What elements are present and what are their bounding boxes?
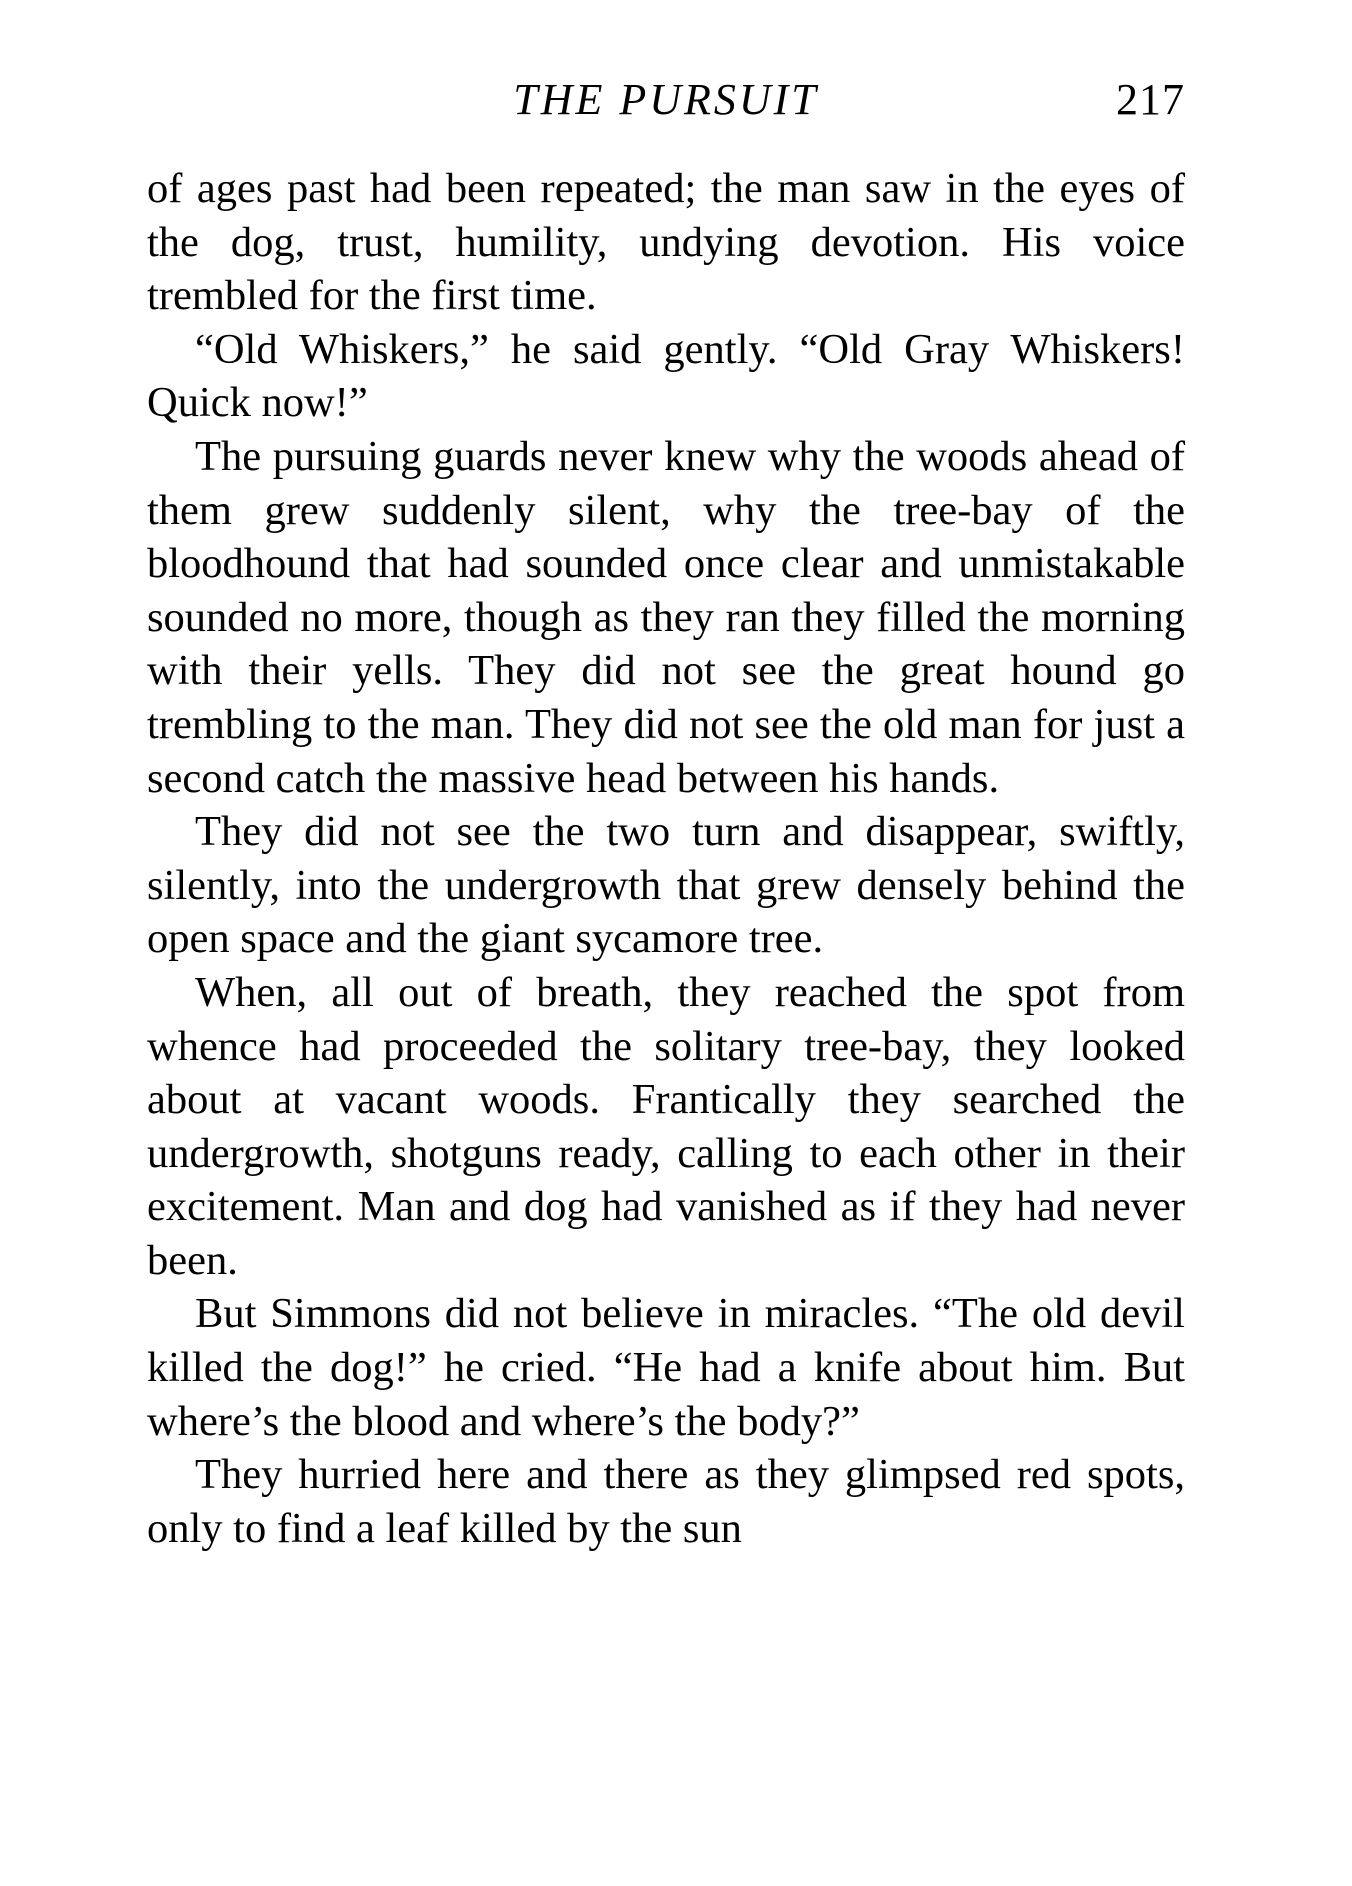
paragraph-5: When, all out of breath, they reached the spot from whence had proceeded the solitary tree-bay, they looked about at vacant woods. Frantically they searched the undergrowth, shotguns ready, calling to each other in their excitement. Man and dog had vanished as if they had never been. — [147, 968, 1185, 1284]
body-text — [147, 162, 1185, 1555]
paragraph-6: But Simmons did not believe in miracles. “The old devil killed the dog!” he cried. “He had a knife about him. But where’s the blood and where’s the body?” — [147, 1290, 1185, 1445]
page-header — [147, 68, 1185, 132]
paragraph-2: “Old Whiskers,” he said gently. “Old Gray Whiskers! Quick now!” — [147, 325, 1185, 427]
paragraph-1: of ages past had been repeated; the man saw in the eyes of the dog, trust, humility, undying devotion. His voice trembled for the first time. — [147, 165, 1185, 320]
paragraph-4: They did not see the two turn and disappear, swiftly, silently, into the undergrowth that grew densely behind the open space and the giant sycamore tree. — [147, 808, 1185, 963]
paragraph-7: They hurried here and there as they glimpsed red spots, only to find a leaf killed by the sun — [147, 1451, 1185, 1552]
running-head: THE PURSUIT — [513, 75, 819, 124]
page-number: 217 — [1116, 75, 1185, 124]
paragraph-3: The pursuing guards never knew why the woods ahead of them grew suddenly silent, why the tree-bay of the bloodhound that had sounded once clear and unmistakable sounded no more, though as they ran they filled the morning with their yells. They did not see the great hound go trembling to the man. They did not see the old man for just a second catch the massive head between his hands. — [147, 432, 1185, 802]
